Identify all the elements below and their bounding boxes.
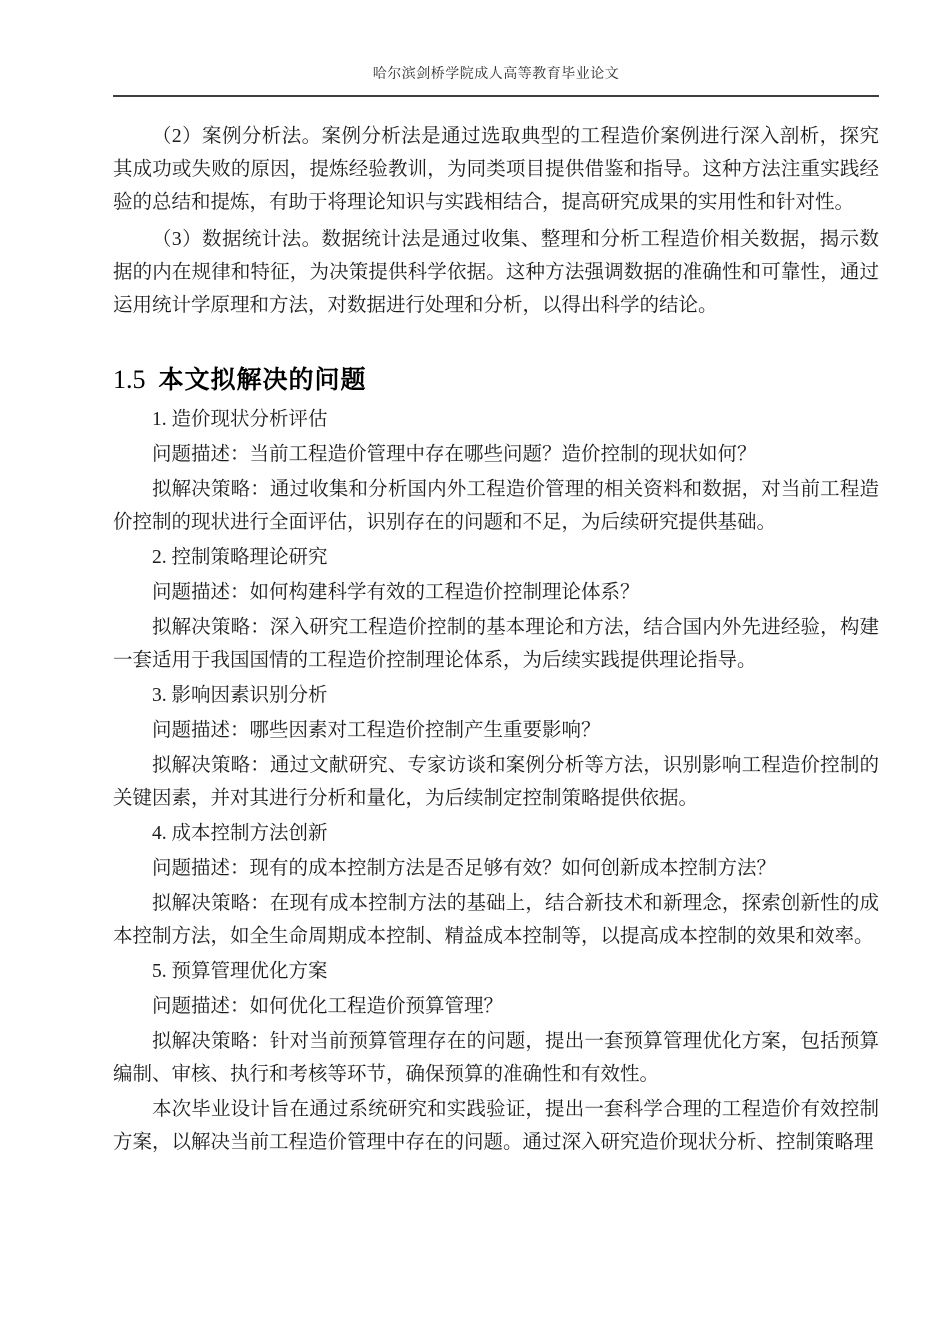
item-4-problem: 问题描述：现有的成本控制方法是否足够有效？如何创新成本控制方法？ xyxy=(152,858,777,879)
item-2-title: 2. 控制策略理论研究 xyxy=(152,547,328,568)
item-3-problem: 问题描述：哪些因素对工程造价控制产生重要影响？ xyxy=(152,720,601,741)
paragraph-case-analysis-method: （2）案例分析法。案例分析法是通过选取典型的工程造价案例进行深入剖析，探究其成功或失败的原因，提炼经验教训，为同类项目提供借鉴和指导。这种方法注重实践经验的总结和提炼，有助于将理论知识与实践相结合，提高研究成果的实用性和针对性。 xyxy=(113,126,879,213)
section-title: 本文拟解决的问题 xyxy=(158,366,367,394)
item-4-title: 4. 成本控制方法创新 xyxy=(152,823,328,844)
paragraph-data-statistics-method: （3）数据统计法。数据统计法是通过收集、整理和分析工程造价相关数据，揭示数据的内在规律和特征，为决策提供科学依据。这种方法强调数据的准确性和可靠性，通过运用统计学原理和方法，对数据进行处理和分析，以得出科学的结论。 xyxy=(113,229,879,316)
item-5-strategy: 拟解决策略：针对当前预算管理存在的问题，提出一套预算管理优化方案，包括预算编制、审核、执行和考核等环节，确保预算的准确性和有效性。 xyxy=(113,1031,879,1085)
closing-paragraph: 本次毕业设计旨在通过系统研究和实践验证，提出一套科学合理的工程造价有效控制方案，以解决当前工程造价管理中存在的问题。通过深入研究造价现状分析、控制策略理 xyxy=(113,1099,879,1153)
page-header xyxy=(113,0,879,97)
item-1-strategy: 拟解决策略：通过收集和分析国内外工程造价管理的相关资料和数据，对当前工程造价控制的现状进行全面评估，识别存在的问题和不足，为后续研究提供基础。 xyxy=(113,479,879,533)
item-4-strategy: 拟解决策略：在现有成本控制方法的基础上，结合新技术和新理念，探索创新性的成本控制方法，如全生命周期成本控制、精益成本控制等，以提高成本控制的效果和效率。 xyxy=(113,893,879,947)
section-number: 1.5 xyxy=(113,365,146,394)
document-body xyxy=(113,120,879,1159)
item-5-problem: 问题描述：如何优化工程造价预算管理？ xyxy=(152,996,504,1017)
item-3-title: 3. 影响因素识别分析 xyxy=(152,685,328,706)
item-1-problem: 问题描述：当前工程造价管理中存在哪些问题？造价控制的现状如何？ xyxy=(152,444,757,465)
item-5-title: 5. 预算管理优化方案 xyxy=(152,961,328,982)
item-2-strategy: 拟解决策略：深入研究工程造价控制的基本理论和方法，结合国内外先进经验，构建一套适用于我国国情的工程造价控制理论体系，为后续实践提供理论指导。 xyxy=(113,617,879,671)
section-heading xyxy=(113,363,879,397)
header-title: 哈尔滨剑桥学院成人高等教育毕业论文 xyxy=(372,67,620,82)
item-2-problem: 问题描述：如何构建科学有效的工程造价控制理论体系？ xyxy=(152,582,640,603)
item-3-strategy: 拟解决策略：通过文献研究、专家访谈和案例分析等方法，识别影响工程造价控制的关键因素，并对其进行分析和量化，为后续制定控制策略提供依据。 xyxy=(113,755,879,809)
item-1-title: 1. 造价现状分析评估 xyxy=(152,409,328,430)
